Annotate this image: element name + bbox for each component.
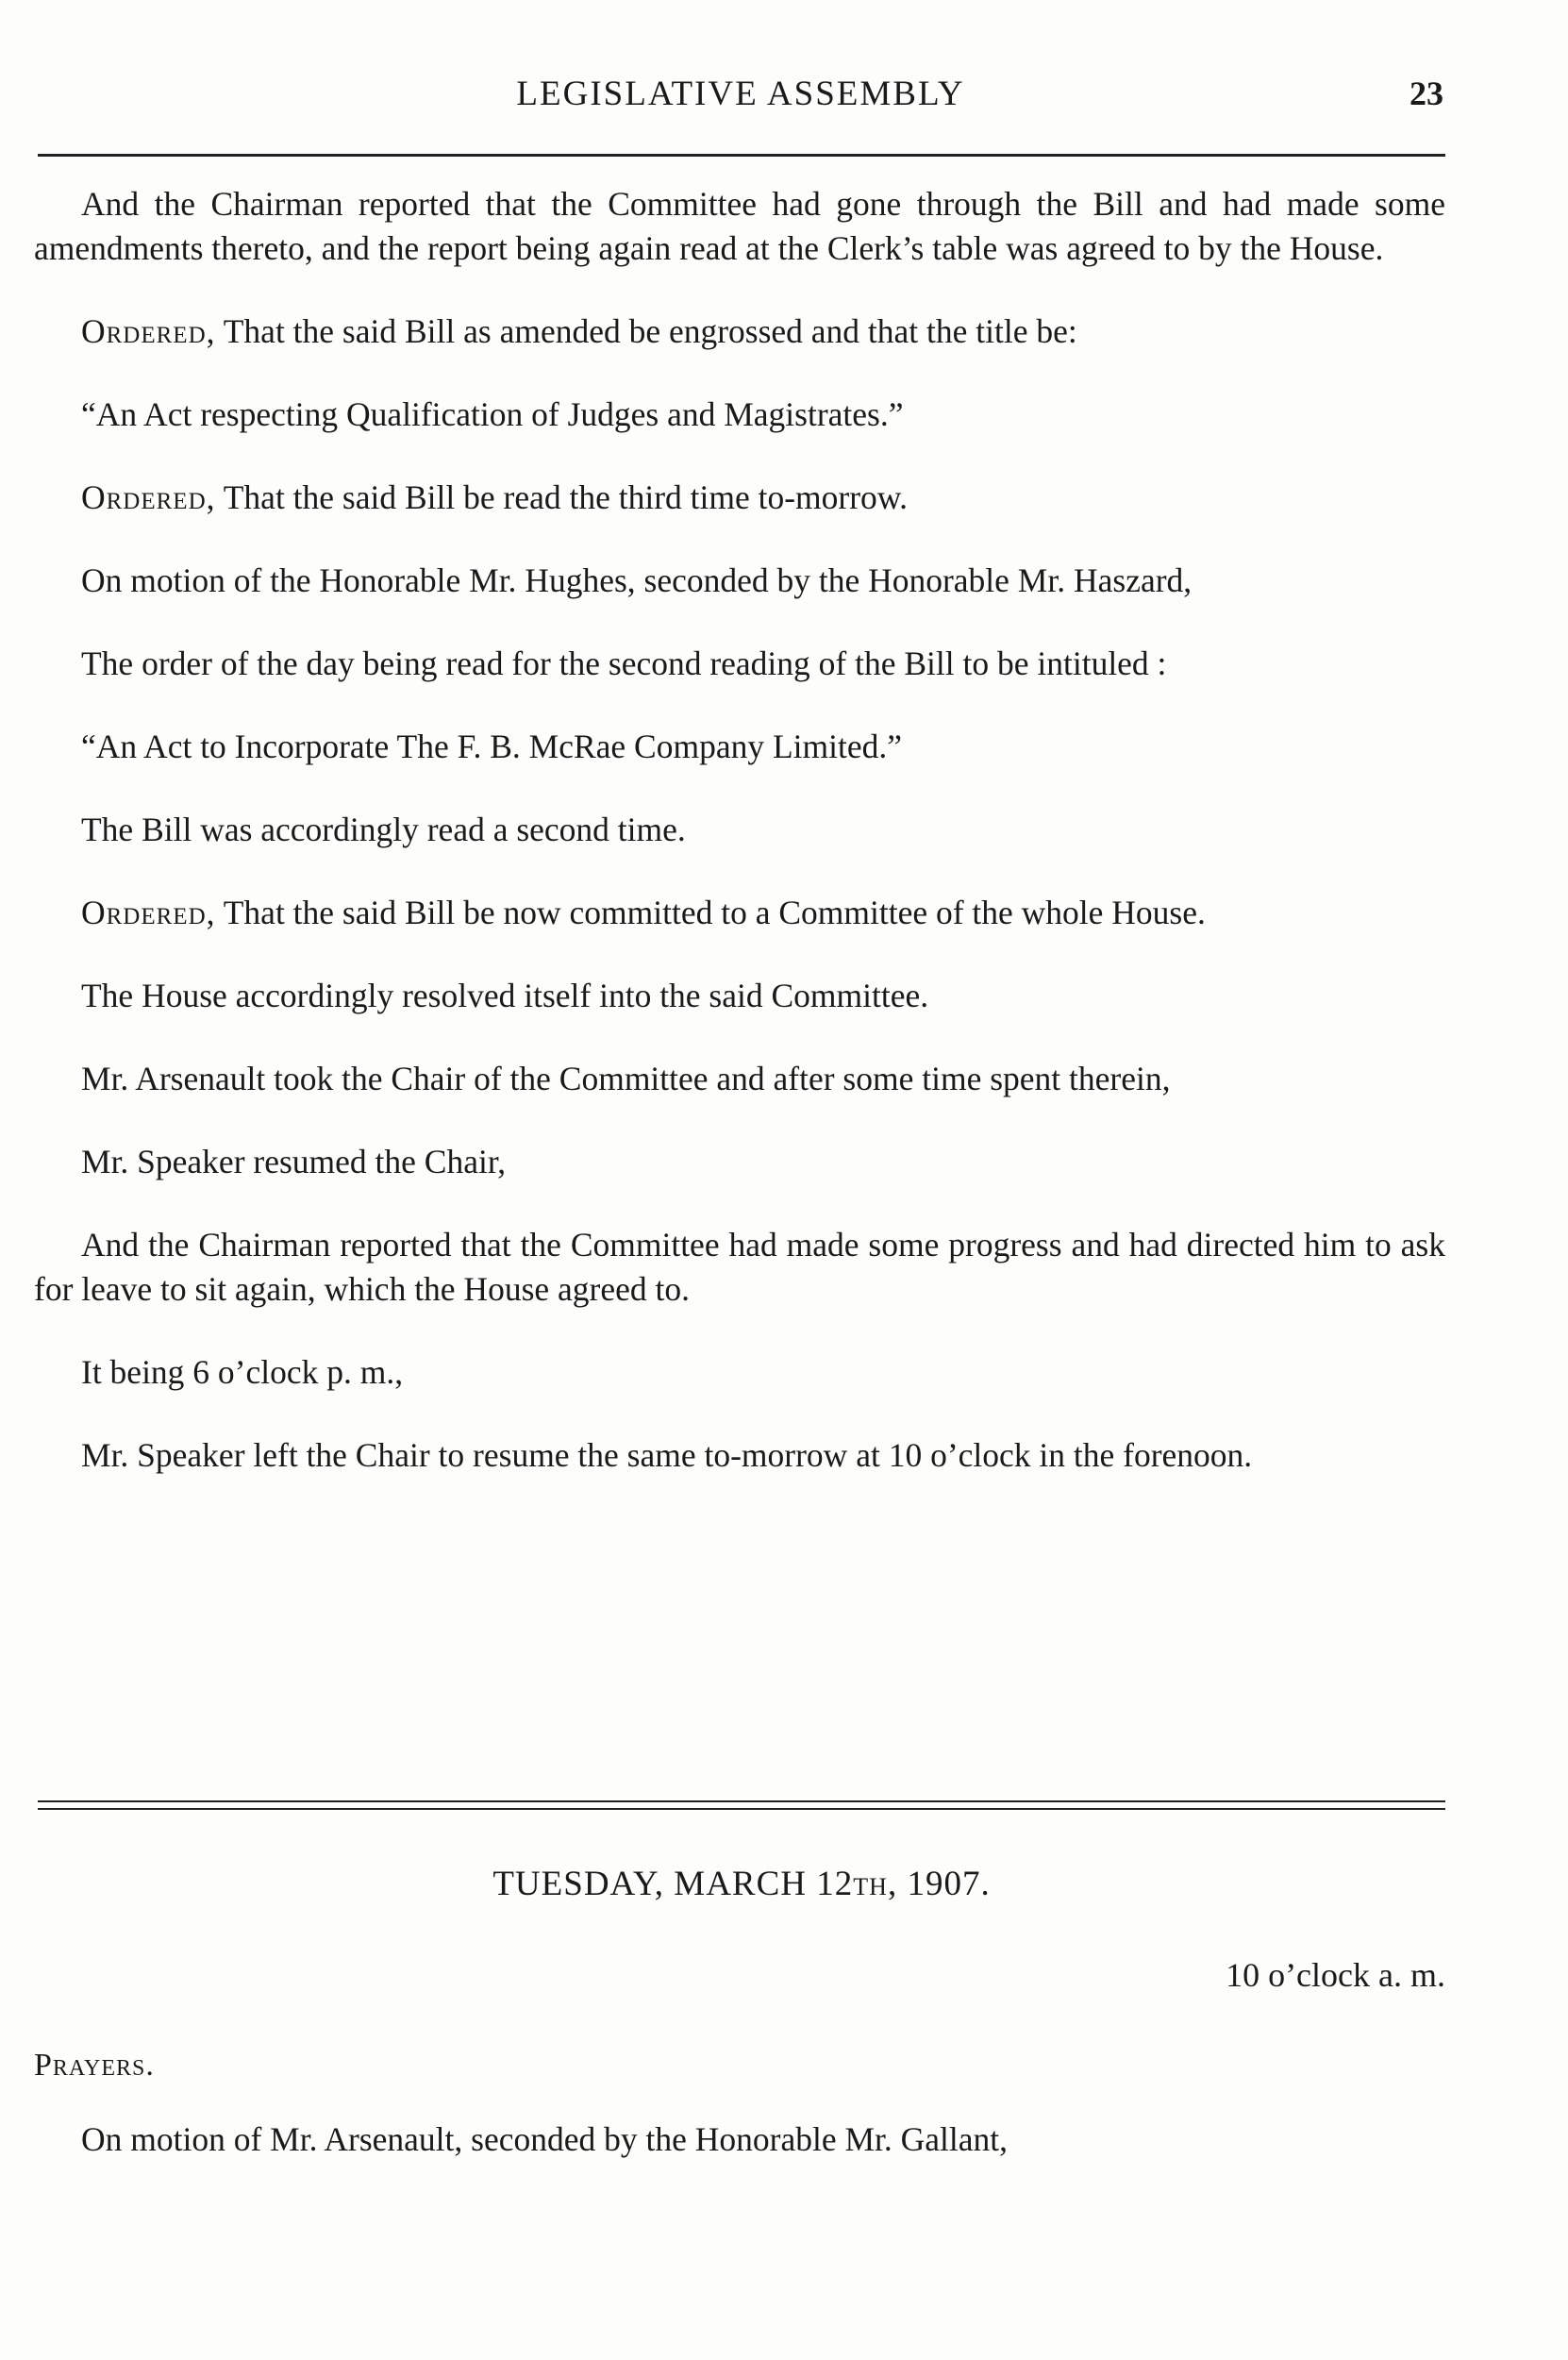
paragraph-arsenault-chair <box>34 1057 1445 1101</box>
sitting-date-ordinal: TH <box>853 1873 888 1900</box>
sitting-time: 10 o’clock a. m. <box>1226 1956 1445 1994</box>
section-rule-top <box>38 1800 1445 1802</box>
paragraph-text: “An Act to Incorporate The F. B. McRae Company Limited.” <box>81 728 902 765</box>
proceedings-body <box>34 182 1445 1478</box>
paragraph-text: “An Act respecting Qualification of Judges and Magistrates.” <box>81 395 904 433</box>
paragraph-second-reading <box>34 808 1445 852</box>
running-head <box>38 74 1443 121</box>
paragraph-text: That the said Bill be now committed to a Committee of the whole House. <box>215 894 1206 931</box>
running-title: LEGISLATIVE ASSEMBLY <box>516 75 965 113</box>
paragraph-text: The House accordingly resolved itself into the said Committee. <box>81 977 929 1014</box>
sitting-date-year: , 1907. <box>887 1865 991 1903</box>
sitting-date-prefix: TUESDAY, MARCH 12 <box>492 1865 854 1903</box>
paragraph-text: Mr. Speaker left the Chair to resume the same to-morrow at 10 o’clock in the forenoon. <box>81 1436 1253 1474</box>
motion-arsenault: On motion of Mr. Arsenault, seconded by the Honorable Mr. Gallant, <box>81 2120 1008 2158</box>
paragraph-order-of-day <box>34 642 1445 686</box>
paragraph-lead: Ordered, <box>81 478 216 516</box>
paragraph-ordered-engrossed <box>34 310 1445 354</box>
header-rule <box>38 154 1445 157</box>
paragraph-text: And the Chairman reported that the Committee had gone through the Bill and had made some amendments thereto, and the report being again read at the Clerk’s table was agreed to by the House. <box>34 185 1445 267</box>
section-rule-bottom <box>38 1808 1445 1810</box>
sitting-date-heading <box>38 1864 1445 1904</box>
paragraph-lead: Ordered, <box>81 312 216 350</box>
paragraph-text: And the Chairman reported that the Committee had made some progress and had directed him to ask for leave to sit again, which the House agreed to. <box>34 1226 1445 1308</box>
paragraph-house-resolved <box>34 974 1445 1018</box>
paragraph-act-title-mcrae <box>34 725 1445 769</box>
paragraph-text: That the said Bill as amended be engrossed and that the title be: <box>215 312 1077 350</box>
prayers-heading: Prayers. <box>34 2048 155 2083</box>
paragraph-progress-report <box>34 1223 1445 1312</box>
page-number: 23 <box>1410 75 1443 112</box>
paragraph-text: On motion of the Honorable Mr. Hughes, seconded by the Honorable Mr. Haszard, <box>81 561 1193 599</box>
paragraph-text: Mr. Arsenault took the Chair of the Committee and after some time spent therein, <box>81 1060 1171 1097</box>
paragraph-text: Mr. Speaker resumed the Chair, <box>81 1143 507 1180</box>
paragraph-speaker-resumed <box>34 1140 1445 1184</box>
paragraph-text: The Bill was accordingly read a second time. <box>81 811 686 848</box>
paragraph-text: It being 6 o’clock p. m., <box>81 1353 404 1391</box>
paragraph-chairman-report <box>34 182 1445 271</box>
paragraph-text: That the said Bill be read the third time to-morrow. <box>215 478 909 516</box>
paragraph-speaker-left <box>34 1433 1445 1478</box>
paragraph-lead: Ordered, <box>81 894 216 931</box>
paragraph-six-oclock <box>34 1350 1445 1395</box>
paragraph-motion-hughes <box>34 559 1445 603</box>
paragraph-act-title-judges <box>34 393 1445 437</box>
paragraph-text: The order of the day being read for the second reading of the Bill to be intituled : <box>81 644 1167 682</box>
paragraph-ordered-committed <box>34 891 1445 935</box>
paragraph-ordered-third-reading <box>34 476 1445 520</box>
